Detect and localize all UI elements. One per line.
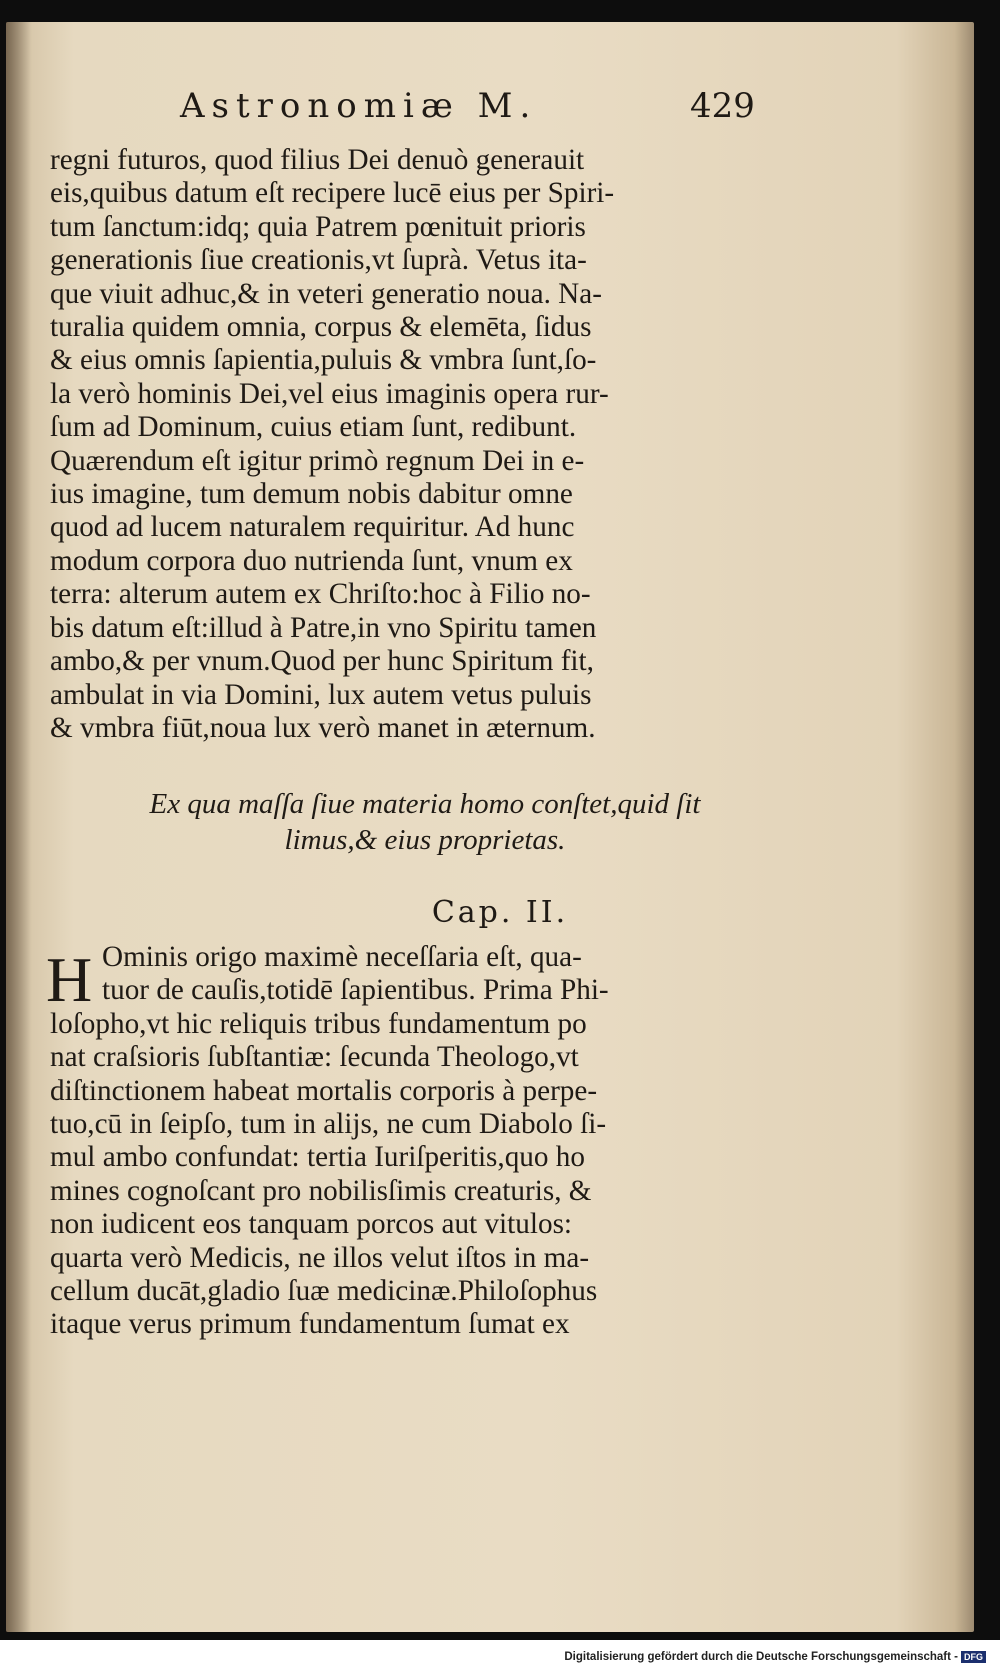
page-gutter-shadow [6,22,32,1632]
text-line: tum ſanctum:idq; quia Patrem pœnituit prioris [50,210,586,243]
text-line: modum corpora duo nutrienda ſunt, vnum ex [50,544,573,577]
section-heading-line: Ex qua maſſa ſiue materia homo conſtet,quid ſit [149,788,701,820]
dfg-logo: DFG [961,1651,986,1663]
text-line: ambulat in via Domini, lux autem vetus puluis [50,678,592,711]
text-line: & eius omnis ſapientia,puluis & vmbra ſunt,ſo- [50,344,597,377]
text-line: la verò hominis Dei,vel eius imaginis opera rur- [50,377,609,410]
text-line: quarta verò Medicis, ne illos velut iſtos in ma- [50,1241,590,1274]
text-line: Quærendum eſt igitur primò regnum Dei in e- [50,444,585,477]
text-line: cellum ducāt,gladio ſuæ medicinæ.Philoſophus [50,1275,598,1308]
text-line: ſum ad Dominum, cuius etiam ſunt, redibunt. [50,411,577,444]
text-line: terra: alterum autem ex Chriſto:hoc à Filio no- [50,578,591,611]
text-line: regni futuros, quod filius Dei denuò generauit [50,144,585,176]
credit-text: Digitalisierung gefördert durch die Deutsche Forschungsgemeinschaft - [564,1651,958,1663]
text-line: diſtinctionem habeat mortalis corporis à perpe- [50,1074,598,1107]
text-line: mul ambo confundat: tertia Iuriſperitis,quo ho [50,1141,585,1174]
text-block-2 [50,941,766,1342]
chapter-first-line: Ominis origo maximè neceſſaria eſt, qua- [102,941,582,973]
text-line: generationis ſiue creationis,vt ſuprà. Vetus ita- [50,244,587,277]
text-line: quod ad lucem naturalem requiritur. Ad hunc [50,511,575,544]
line-spacer [50,941,766,974]
text-line: que viuit adhuc,& in veteri generatio noua. Na- [50,277,602,310]
text-line: & vmbra fiūt,noua lux verò manet in æternum. [50,711,596,744]
text-line: non iudicent eos tanquam porcos aut vitulos: [50,1208,573,1241]
text-block-1 [50,144,766,745]
text-line: itaque verus primum fundamentum ſumat ex [50,1308,570,1341]
text-line: ambo,& per vnum.Quod per hunc Spiritum fit, [50,645,594,678]
page-number: 429 [690,86,755,126]
text-line: ius imagine, tum demum nobis dabitur omne [50,478,573,511]
text-line: tuo,cū in ſeipſo, tum in alijs, ne cum Diabolo ſi- [50,1108,607,1141]
text-line: mines cognoſcant pro nobilisſimis creaturis, & [50,1174,592,1207]
text-line: nat craſsioris ſubſtantiæ: ſecunda Theologo,vt [50,1041,579,1074]
drop-cap: H [46,944,93,1015]
text-line: eis,quibus datum eſt recipere lucē eius per Spiri- [50,177,615,210]
text-line: tuor de cauſis,totidē ſapientibus. Prima Phi- [102,974,609,1007]
text-line: bis datum eſt:illud à Patre,in vno Spiritu tamen [50,611,597,644]
text-line: loſopho,vt hic reliquis tribus fundamentum po [50,1007,587,1040]
text-line: turalia quidem omnia, corpus & elemēta, ſidus [50,311,592,344]
digitization-credit [564,1651,986,1663]
section-heading-line: limus,& eius proprietas. [284,824,566,856]
running-head: Astronomiæ M. [180,86,538,126]
chapter-title: Cap. II. [431,895,569,930]
section-heading [80,786,770,858]
